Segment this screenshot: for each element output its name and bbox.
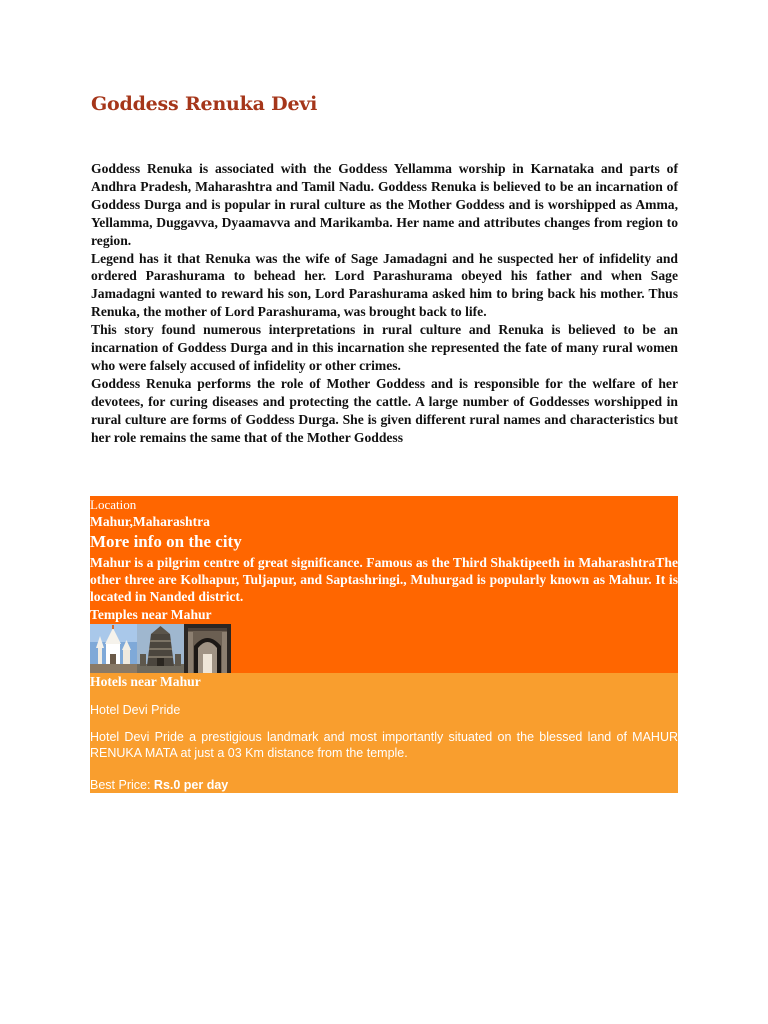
article-paragraph: Goddess Renuka performs the role of Mother Goddess and is responsible for the welfare of her devotees, for curing diseases and protecting the cattle. A large number of Goddesses worshipped in rural culture are forms of Goddess Durga. She is given different rural names and characteristics but her role remains the same that of the Mother Goddess — [91, 375, 678, 445]
location-info-box — [90, 496, 678, 673]
page-title: Goddess Renuka Devi — [91, 93, 318, 115]
location-label: Location — [90, 497, 137, 512]
temple-thumbnail-image[interactable] — [90, 624, 137, 673]
temple-thumbnails — [90, 624, 231, 673]
hotels-info-box — [90, 673, 678, 793]
price-label: Best Price: — [90, 778, 151, 792]
hotel-price — [90, 777, 228, 793]
temple-thumbnail-image[interactable] — [137, 624, 184, 673]
article-paragraph: This story found numerous interpretations in rural culture and Renuka is believed to be an incarnation of Goddess Durga and in this incarnation she represented the fate of many rural women who were falsely accused of infidelity or other crimes. — [91, 322, 678, 373]
article-body — [91, 160, 678, 447]
article-paragraph: Legend has it that Renuka was the wife of Sage Jamadagni and he suspected her of infidelity and ordered Parashurama to behead her. Lord Parashurama obeyed his father and when Sage Jamadagni wanted to reward his son, Lord Parashurama asked him to bring back his mother. Thus Renuka, the mother of Lord Parashurama, was brought back to life. — [91, 250, 678, 320]
article-paragraph: Goddess Renuka is associated with the Goddess Yellamma worship in Karnataka and parts of Andhra Pradesh, Maharashtra and Tamil Nadu. Goddess Renuka is believed to be an incarnation of Goddess Durga and is popular in rural culture as the Mother Goddess and is worshipped as Amma, Yellamma, Duggavva, Dyaamavva and Marikamba. Her name and attributes changes from region to region. — [91, 161, 678, 248]
temple-thumbnail-image[interactable] — [184, 624, 231, 673]
more-info-heading: More info on the city — [90, 532, 242, 551]
city-description: Mahur is a pilgrim centre of great significance. Famous as the Third Shaktipeeth in MaharashtraThe other three are Kolhapur, Tuljapur, and Saptashringi., Muhurgad is popularly known as Mahur. It is located in Nanded district. — [90, 555, 678, 604]
hotel-name[interactable]: Hotel Devi Pride — [90, 703, 181, 717]
location-value[interactable]: Mahur,Maharashtra — [90, 514, 210, 529]
hotel-description: Hotel Devi Pride a prestigious landmark and most importantly situated on the blessed land of MAHUR RENUKA MATA at just a 03 Km distance from the temple. — [90, 730, 678, 760]
temples-heading: Temples near Mahur — [90, 607, 212, 622]
price-value: Rs.0 per day — [153, 778, 229, 792]
hotels-heading: Hotels near Mahur — [90, 674, 201, 689]
